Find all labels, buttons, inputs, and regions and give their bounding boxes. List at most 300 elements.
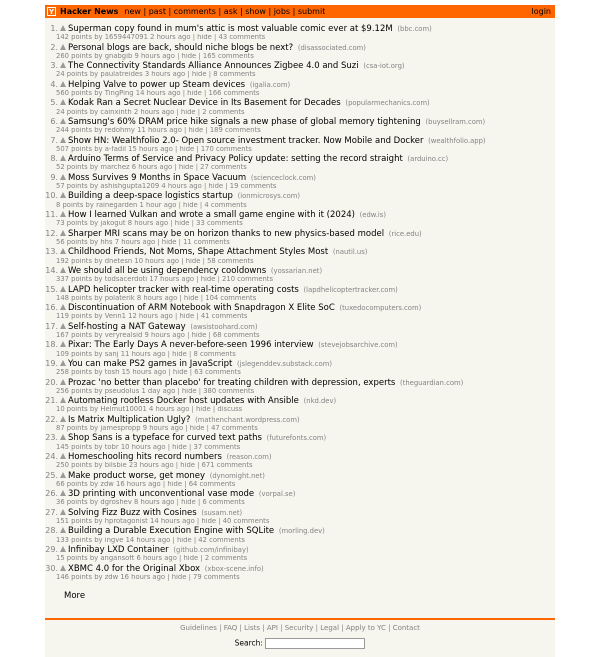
by-label: by bbox=[94, 52, 103, 60]
upvote-arrow-icon[interactable] bbox=[60, 286, 66, 292]
story-title-link[interactable]: Infinibay LXD Container bbox=[68, 545, 169, 556]
footer-link-guidelines[interactable]: Guidelines bbox=[180, 624, 217, 633]
hide-link[interactable]: hide bbox=[180, 462, 195, 470]
upvote-arrow-icon[interactable] bbox=[60, 267, 66, 273]
story-title-link[interactable]: LAPD helicopter tracker with real-time operating costs bbox=[68, 284, 299, 295]
upvote-arrow-icon[interactable] bbox=[60, 472, 66, 478]
story-title-line bbox=[45, 154, 555, 164]
story-time-link[interactable]: 11 hours ago bbox=[120, 350, 166, 358]
story-time-link[interactable]: 4 hours ago bbox=[148, 406, 190, 414]
upvote-arrow-icon[interactable] bbox=[60, 416, 66, 422]
story-time-link[interactable]: 23 hours ago bbox=[128, 462, 174, 470]
upvote-arrow-icon[interactable] bbox=[60, 509, 66, 515]
story-domain-link[interactable]: (lapdhelicoptertracker.com) bbox=[303, 285, 398, 294]
hide-link[interactable]: hide bbox=[181, 52, 197, 60]
separator: | bbox=[202, 257, 205, 265]
story-user-link[interactable]: jakogut bbox=[100, 220, 126, 228]
hide-link[interactable]: hide bbox=[180, 108, 196, 116]
story-user-link[interactable]: a-fadil bbox=[104, 145, 126, 153]
story-title-link[interactable]: How I learned Vulkan and wrote a small game engine with it (2024) bbox=[68, 210, 355, 221]
story-row bbox=[45, 396, 555, 414]
story-title-link[interactable]: Personal blogs are back, should niche blogs be next? bbox=[68, 42, 294, 53]
story-title-line bbox=[45, 247, 555, 257]
story-time-link[interactable]: 11 hours ago bbox=[137, 127, 182, 135]
story-subtext bbox=[56, 90, 555, 97]
story-subtext bbox=[56, 481, 555, 488]
by-label: by bbox=[94, 536, 103, 544]
hide-link[interactable]: hide bbox=[171, 573, 187, 581]
story-title-line bbox=[45, 340, 555, 350]
story-points: 250 points bbox=[56, 462, 93, 470]
story-title-link[interactable]: Solving Fizz Buzz with Cosines bbox=[68, 507, 197, 518]
comments-link[interactable]: 4 comments bbox=[204, 201, 247, 209]
story-user-link[interactable]: sanj bbox=[104, 350, 119, 358]
story-time-link[interactable]: 17 hours ago bbox=[149, 276, 195, 284]
footer-link-lists[interactable]: Lists bbox=[244, 624, 260, 633]
story-domain-link[interactable]: (awsistoohard.com) bbox=[190, 322, 258, 331]
hide-link[interactable]: hide bbox=[191, 71, 207, 79]
hide-link[interactable]: hide bbox=[174, 220, 190, 228]
upvote-arrow-icon[interactable] bbox=[60, 434, 66, 440]
story-user-link[interactable]: redohmy bbox=[104, 127, 135, 135]
comments-link[interactable]: 47 comments bbox=[211, 425, 258, 432]
story-title-link[interactable]: The Connectivity Standards Alliance Announces Zigbee 4.0 and Suzi bbox=[68, 61, 359, 72]
story-time-link[interactable]: 16 hours ago bbox=[120, 573, 166, 581]
story-user-link[interactable]: angansoft bbox=[100, 555, 135, 563]
separator: | bbox=[195, 164, 198, 172]
story-domain-link[interactable]: (vorpal.se) bbox=[258, 490, 296, 499]
story-title-line bbox=[45, 24, 555, 34]
comments-link[interactable]: 2 comments bbox=[204, 555, 248, 563]
story-domain-link[interactable]: (stevejobsarchive.com) bbox=[318, 341, 398, 350]
story-user-link[interactable]: rainegarden bbox=[96, 201, 138, 209]
comments-link[interactable]: 19 comments bbox=[229, 183, 277, 191]
story-user-link[interactable]: hhs bbox=[100, 238, 113, 246]
footer-link-faq[interactable]: FAQ bbox=[223, 624, 238, 633]
separator: | bbox=[175, 145, 178, 153]
upvote-arrow-icon[interactable] bbox=[60, 453, 66, 459]
comments-link[interactable]: 6 comments bbox=[202, 499, 245, 507]
story-points: 87 points bbox=[56, 425, 88, 432]
story-rank: 5. bbox=[50, 98, 58, 108]
comments-link[interactable]: 68 comments bbox=[212, 331, 260, 339]
story-user-link[interactable]: pseudolus bbox=[104, 387, 140, 395]
site-title[interactable]: Hacker News bbox=[60, 7, 119, 16]
upvote-arrow-icon[interactable] bbox=[60, 25, 66, 31]
upvote-arrow-icon[interactable] bbox=[60, 155, 66, 161]
upvote-arrow-icon[interactable] bbox=[60, 323, 66, 329]
story-domain-link[interactable]: (susam.net) bbox=[201, 508, 243, 517]
story-time-link[interactable]: 10 hours ago bbox=[120, 443, 166, 451]
hide-link[interactable]: hide bbox=[176, 536, 192, 544]
comments-link[interactable]: 40 comments bbox=[222, 518, 270, 526]
hide-link[interactable]: hide bbox=[183, 555, 199, 563]
story-user-link[interactable]: cainxinth bbox=[100, 108, 132, 116]
hide-link[interactable]: hide bbox=[181, 499, 196, 507]
by-label: by bbox=[89, 220, 99, 228]
story-title-line bbox=[45, 303, 555, 313]
story-title-line bbox=[45, 396, 555, 406]
story-domain-link[interactable]: (nkd.dev) bbox=[303, 397, 337, 406]
story-user-link[interactable]: gnabgib bbox=[104, 52, 133, 60]
story-domain-link[interactable]: (futurefonts.com) bbox=[266, 434, 327, 443]
comments-link[interactable]: 27 comments bbox=[200, 164, 247, 172]
nav-comments[interactable]: comments bbox=[173, 7, 216, 16]
story-title-link[interactable]: Helping Valve to power up Steam devices bbox=[68, 79, 246, 90]
nav-new[interactable]: new bbox=[124, 7, 141, 16]
hide-link[interactable]: hide bbox=[208, 183, 224, 191]
story-title-link[interactable]: Kodak Ran a Secret Nuclear Device in Its Basement for Decades bbox=[68, 98, 341, 109]
upvote-arrow-icon[interactable] bbox=[60, 62, 66, 68]
story-domain-link[interactable]: (buysellram.com) bbox=[425, 118, 486, 127]
story-user-link[interactable]: hprotagonist bbox=[104, 518, 148, 526]
story-title-line bbox=[45, 433, 555, 443]
story-domain-link[interactable]: (rice.edu) bbox=[388, 229, 422, 238]
comments-link[interactable]: 37 comments bbox=[193, 443, 241, 451]
comments-link[interactable]: 63 comments bbox=[194, 369, 241, 377]
hide-link[interactable]: hide bbox=[179, 313, 195, 321]
story-domain-link[interactable]: (igalia.com) bbox=[249, 80, 291, 89]
story-title-line bbox=[45, 229, 555, 239]
story-domain-link[interactable]: (mathenchant.wordpress.com) bbox=[195, 415, 300, 424]
hide-link[interactable]: hide bbox=[161, 238, 177, 246]
story-title-link[interactable]: Arduino Terms of Service and Privacy Policy update: setting the record straight bbox=[68, 154, 403, 165]
story-time-link[interactable]: 8 hours ago bbox=[136, 294, 178, 302]
hide-link[interactable]: hide bbox=[185, 257, 201, 265]
story-row bbox=[45, 303, 555, 321]
story-domain-link[interactable]: (tuxedocomputers.com) bbox=[339, 304, 422, 313]
comments-link[interactable]: 64 comments bbox=[188, 480, 236, 488]
separator: | bbox=[182, 90, 185, 98]
hide-link[interactable]: hide bbox=[196, 406, 211, 414]
story-domain-link[interactable]: (edw.is) bbox=[359, 211, 386, 220]
story-title-link[interactable]: Building a Durable Execution Engine with SQLite bbox=[68, 526, 275, 537]
hide-link[interactable]: hide bbox=[183, 201, 198, 209]
story-points: 36 points bbox=[56, 499, 88, 507]
nav-submit[interactable]: submit bbox=[297, 7, 326, 16]
story-time-link[interactable]: 7 hours ago bbox=[114, 238, 156, 246]
story-domain-link[interactable]: (dynomight.net) bbox=[209, 471, 265, 480]
more-link[interactable]: More bbox=[64, 591, 86, 602]
story-row bbox=[45, 415, 555, 433]
story-domain-link[interactable]: (nautil.us) bbox=[332, 248, 368, 257]
story-user-link[interactable]: dnetesn bbox=[104, 257, 133, 265]
story-time-link[interactable]: 6 hours ago bbox=[131, 164, 173, 172]
story-subtext bbox=[56, 574, 555, 581]
story-time-link[interactable]: 2 hours ago bbox=[150, 34, 191, 42]
hide-link[interactable]: hide bbox=[189, 425, 205, 432]
comments-link[interactable]: 2 comments bbox=[202, 108, 245, 116]
hide-link[interactable]: hide bbox=[172, 369, 188, 377]
story-title-line bbox=[45, 98, 555, 108]
story-domain-link[interactable]: (reason.com) bbox=[226, 453, 272, 462]
by-label: by bbox=[94, 387, 103, 395]
comments-link[interactable]: 11 comments bbox=[183, 238, 230, 246]
story-domain-link[interactable]: (yossarian.net) bbox=[270, 266, 323, 275]
story-user-link[interactable]: Helmut10001 bbox=[100, 406, 147, 414]
story-title-link[interactable]: Moss Survives 9 Months in Space Vacuum bbox=[68, 172, 247, 183]
comments-link[interactable]: discuss bbox=[217, 406, 243, 414]
story-subtext bbox=[56, 202, 555, 209]
hide-link[interactable]: hide bbox=[197, 34, 212, 42]
story-title-line bbox=[45, 526, 555, 536]
story-title-link[interactable]: XBMC 4.0 for the Original Xbox bbox=[68, 563, 201, 574]
story-time-link[interactable]: 15 hours ago bbox=[128, 145, 173, 153]
story-time-link[interactable]: 8 hours ago bbox=[134, 499, 175, 507]
hide-link[interactable]: hide bbox=[188, 127, 204, 135]
separator: | bbox=[187, 71, 190, 79]
hide-link[interactable]: hide bbox=[191, 331, 207, 339]
story-domain-link[interactable]: (xbox-scene.info) bbox=[204, 564, 264, 573]
nav-show[interactable]: show bbox=[245, 7, 266, 16]
story-row bbox=[45, 80, 555, 98]
footer-link-apply-to-yc[interactable]: Apply to YC bbox=[345, 624, 386, 633]
upvote-arrow-icon[interactable] bbox=[60, 379, 66, 385]
story-time-link[interactable]: 1 day ago bbox=[141, 387, 176, 395]
story-title-link[interactable]: Superman copy found in mum's attic is most valuable comic ever at $9.12M bbox=[68, 24, 393, 34]
story-user-link[interactable]: tosh bbox=[104, 369, 120, 377]
story-points: 256 points bbox=[56, 387, 93, 395]
story-title-line bbox=[45, 210, 555, 220]
story-time-link[interactable]: 4 hours ago bbox=[161, 183, 202, 191]
story-user-link[interactable]: todsacerdoti bbox=[104, 276, 148, 284]
story-time-link[interactable]: 14 hours ago bbox=[135, 90, 181, 98]
story-time-link[interactable]: 9 hours ago bbox=[134, 52, 175, 60]
story-row bbox=[45, 117, 555, 135]
upvote-arrow-icon[interactable] bbox=[60, 546, 66, 552]
story-domain-link[interactable]: (popularmechanics.com) bbox=[345, 99, 430, 108]
comments-link[interactable]: 165 comments bbox=[202, 52, 254, 60]
story-title-link[interactable]: Discontinuation of ARM Notebook with Snapdragon X Elite SoC bbox=[68, 303, 335, 314]
story-user-link[interactable]: polaterik bbox=[104, 294, 135, 302]
comments-link[interactable]: 104 comments bbox=[205, 294, 257, 302]
separator: | bbox=[167, 573, 170, 581]
hide-link[interactable]: hide bbox=[178, 164, 194, 172]
story-title-line bbox=[45, 545, 555, 555]
footer-link-contact[interactable]: Contact bbox=[392, 624, 420, 633]
comments-link[interactable]: 166 comments bbox=[208, 90, 260, 98]
story-title-link[interactable]: 3D printing with unconventional vase mode bbox=[68, 489, 255, 500]
story-title-link[interactable]: Show HN: Wealthfolio 2.0- Open source investment tracker. Now Mobile and Docker bbox=[68, 135, 424, 146]
story-title-link[interactable]: Self-hosting a NAT Gateway bbox=[68, 321, 186, 332]
story-title-link[interactable]: Sharper MRI scans may be on horizon thanks to new physics-based model bbox=[68, 228, 385, 239]
story-subtext bbox=[56, 518, 555, 525]
story-points: 66 points bbox=[56, 480, 88, 488]
story-title-link[interactable]: Building a deep-space logistics startup bbox=[68, 191, 233, 202]
hide-link[interactable]: hide bbox=[179, 145, 195, 153]
story-time-link[interactable]: 16 hours ago bbox=[116, 480, 161, 488]
story-time-link[interactable]: 10 hours ago bbox=[134, 257, 180, 265]
story-time-link[interactable]: 9 hours ago bbox=[142, 425, 184, 432]
story-title-link[interactable]: Make product worse, get money bbox=[68, 470, 205, 481]
footer-link-legal[interactable]: Legal bbox=[320, 624, 340, 633]
story-user-link[interactable]: marchez bbox=[100, 164, 130, 172]
story-time-link[interactable]: 14 hours ago bbox=[125, 536, 171, 544]
upvote-arrow-icon[interactable] bbox=[60, 118, 66, 124]
story-rank: 25. bbox=[45, 470, 58, 480]
story-domain-link[interactable]: (bbc.com) bbox=[397, 25, 432, 33]
story-time-link[interactable]: 6 hours ago bbox=[136, 555, 177, 563]
story-title-link[interactable]: Shop Sans is a typeface for curved text paths bbox=[68, 433, 262, 444]
hide-link[interactable]: hide bbox=[181, 387, 197, 395]
story-title-link[interactable]: Homeschooling hits record numbers bbox=[68, 452, 222, 463]
story-time-link[interactable]: 9 hours ago bbox=[144, 331, 185, 339]
upvote-arrow-icon[interactable] bbox=[60, 230, 66, 236]
nav-ask[interactable]: ask bbox=[223, 7, 238, 16]
search-input[interactable] bbox=[265, 638, 365, 649]
comments-link[interactable]: 79 comments bbox=[193, 573, 240, 581]
comments-link[interactable]: 170 comments bbox=[200, 145, 252, 153]
story-domain-link[interactable]: (jslegenddev.substack.com) bbox=[237, 359, 332, 368]
story-points: 148 points bbox=[56, 294, 93, 302]
comments-link[interactable]: 41 comments bbox=[200, 313, 248, 321]
upvote-arrow-icon[interactable] bbox=[60, 360, 66, 366]
comments-link[interactable]: 210 comments bbox=[222, 276, 274, 284]
story-points: 8 points bbox=[56, 201, 84, 209]
story-title-link[interactable]: Samsung's 60% DRAM price hike signals a new phase of global memory tightening bbox=[68, 117, 421, 128]
story-domain-link[interactable]: (disassociated.com) bbox=[297, 43, 366, 52]
story-title-link[interactable]: Automating rootless Docker host updates with Ansible bbox=[68, 396, 299, 407]
story-domain-link[interactable]: (arduino.cc) bbox=[407, 155, 449, 164]
hide-link[interactable]: hide bbox=[172, 350, 187, 358]
story-user-link[interactable]: zdw bbox=[100, 480, 114, 488]
separator: | bbox=[196, 145, 199, 153]
story-user-link[interactable]: Venn1 bbox=[104, 313, 126, 321]
by-label: by bbox=[89, 480, 99, 488]
separator: | bbox=[208, 331, 211, 339]
story-user-link[interactable]: paulatreides bbox=[100, 71, 143, 79]
y-combinator-logo-icon[interactable]: Y bbox=[48, 8, 55, 16]
hide-link[interactable]: hide bbox=[183, 294, 199, 302]
story-domain-link[interactable]: (theguardian.com) bbox=[400, 378, 464, 387]
story-domain-link[interactable]: (ionmicrosys.com) bbox=[237, 192, 301, 201]
comments-link[interactable]: 58 comments bbox=[207, 257, 254, 265]
story-points: 260 points bbox=[56, 52, 93, 60]
story-points: 507 points bbox=[56, 145, 93, 153]
upvote-arrow-icon[interactable] bbox=[60, 137, 66, 143]
story-user-link[interactable]: bilsbie bbox=[104, 462, 127, 470]
hide-link[interactable]: hide bbox=[201, 518, 217, 526]
upvote-arrow-icon[interactable] bbox=[60, 211, 66, 217]
comments-link[interactable]: 189 comments bbox=[209, 127, 261, 135]
footer-link-api[interactable]: API bbox=[266, 624, 278, 633]
upvote-arrow-icon[interactable] bbox=[60, 565, 66, 571]
footer bbox=[45, 618, 555, 649]
story-points: 109 points bbox=[56, 350, 93, 358]
story-domain-link[interactable]: (csa-iot.org) bbox=[363, 62, 405, 71]
story-domain-link[interactable]: (github.com/infinibay) bbox=[173, 546, 249, 555]
story-domain-link[interactable]: (wealthfolio.app) bbox=[428, 136, 486, 145]
story-title-link[interactable]: Is Matrix Multiplication Ugly? bbox=[68, 414, 191, 425]
story-user-link[interactable]: ashishgupta1209 bbox=[100, 183, 160, 191]
comments-link[interactable]: 42 comments bbox=[198, 536, 245, 544]
story-title-line bbox=[45, 191, 555, 201]
story-user-link[interactable]: zdw bbox=[104, 573, 119, 581]
nav-past[interactable]: past bbox=[148, 7, 166, 16]
header-nav: new | past | comments | ask | show | jobs | submit bbox=[124, 7, 326, 16]
comments-link[interactable]: 8 comments bbox=[213, 71, 256, 79]
story-row bbox=[45, 136, 555, 154]
story-user-link[interactable]: dgroshev bbox=[100, 499, 132, 507]
hide-link[interactable]: hide bbox=[167, 480, 183, 488]
story-user-link[interactable]: TingPing bbox=[104, 90, 134, 98]
story-domain-link[interactable]: (morling.dev) bbox=[278, 527, 325, 536]
upvote-arrow-icon[interactable] bbox=[60, 304, 66, 310]
separator: | bbox=[191, 406, 194, 414]
comments-link[interactable]: 8 comments bbox=[193, 350, 236, 358]
upvote-arrow-icon[interactable] bbox=[60, 174, 66, 180]
upvote-arrow-icon[interactable] bbox=[60, 248, 66, 254]
hide-link[interactable]: hide bbox=[172, 443, 187, 451]
story-title-link[interactable]: You can make PS2 games in JavaScript bbox=[68, 358, 233, 369]
story-user-link[interactable]: tobr bbox=[104, 443, 119, 451]
comments-link[interactable]: 43 comments bbox=[218, 34, 266, 42]
story-time-link[interactable]: 15 hours ago bbox=[121, 369, 167, 377]
separator: | bbox=[185, 425, 188, 432]
by-label: by bbox=[94, 369, 103, 377]
by-label: by bbox=[89, 183, 99, 191]
story-user-link[interactable]: ingve bbox=[104, 536, 124, 544]
login-link[interactable]: login bbox=[531, 7, 551, 16]
upvote-arrow-icon[interactable] bbox=[60, 99, 66, 105]
upvote-arrow-icon[interactable] bbox=[60, 192, 66, 198]
upvote-arrow-icon[interactable] bbox=[60, 341, 66, 347]
story-time-link[interactable]: 14 hours ago bbox=[150, 518, 195, 526]
separator: | bbox=[177, 387, 180, 395]
comments-link[interactable]: 380 comments bbox=[203, 387, 255, 395]
story-time-link[interactable]: 2 hours ago bbox=[133, 108, 175, 116]
story-row bbox=[45, 154, 555, 172]
story-title-link[interactable]: We should all be using dependency cooldowns bbox=[68, 265, 267, 276]
upvote-arrow-icon[interactable] bbox=[60, 490, 66, 496]
story-title-link[interactable]: Prozac 'no better than placebo' for treating children with depression, experts bbox=[68, 377, 396, 388]
story-title-line bbox=[45, 471, 555, 481]
story-row bbox=[45, 229, 555, 247]
upvote-arrow-icon[interactable] bbox=[60, 527, 66, 533]
hide-link[interactable]: hide bbox=[187, 90, 202, 98]
story-domain-link[interactable]: (scienceclock.com) bbox=[250, 173, 316, 182]
story-user-link[interactable]: veryrealsid bbox=[104, 331, 143, 339]
separator: | bbox=[196, 276, 199, 284]
story-points: 337 points bbox=[56, 276, 93, 284]
story-time-link[interactable]: 8 hours ago bbox=[127, 220, 169, 228]
footer-link-security[interactable]: Security bbox=[284, 624, 314, 633]
comments-link[interactable]: 33 comments bbox=[196, 220, 243, 228]
story-subtext bbox=[56, 34, 555, 41]
upvote-arrow-icon[interactable] bbox=[60, 81, 66, 87]
story-title-link[interactable]: Pixar: The Early Days A never-before-seen 1996 interview bbox=[68, 340, 314, 351]
story-user-link[interactable]: jamespropp bbox=[100, 425, 141, 432]
upvote-arrow-icon[interactable] bbox=[60, 397, 66, 403]
comments-link[interactable]: 671 comments bbox=[201, 462, 253, 470]
hide-link[interactable]: hide bbox=[200, 276, 216, 284]
separator: | bbox=[177, 52, 180, 60]
story-rank: 18. bbox=[45, 340, 58, 350]
story-subtext bbox=[56, 369, 555, 376]
story-title-link[interactable]: Childhood Friends, Not Moms, Shape Attachment Styles Most bbox=[68, 247, 329, 258]
story-row bbox=[45, 471, 555, 489]
story-row bbox=[45, 61, 555, 79]
story-points: 56 points bbox=[56, 238, 88, 246]
upvote-arrow-icon[interactable] bbox=[60, 44, 66, 50]
nav-jobs[interactable]: jobs bbox=[273, 7, 291, 16]
story-time-link[interactable]: 12 hours ago bbox=[128, 313, 173, 321]
separator: | bbox=[189, 369, 193, 377]
story-user-link[interactable]: 1659447091 bbox=[104, 34, 148, 42]
story-subtext bbox=[56, 537, 555, 544]
story-time-link[interactable]: 1 hour ago bbox=[139, 201, 177, 209]
story-time-link[interactable]: 3 hours ago bbox=[144, 71, 186, 79]
